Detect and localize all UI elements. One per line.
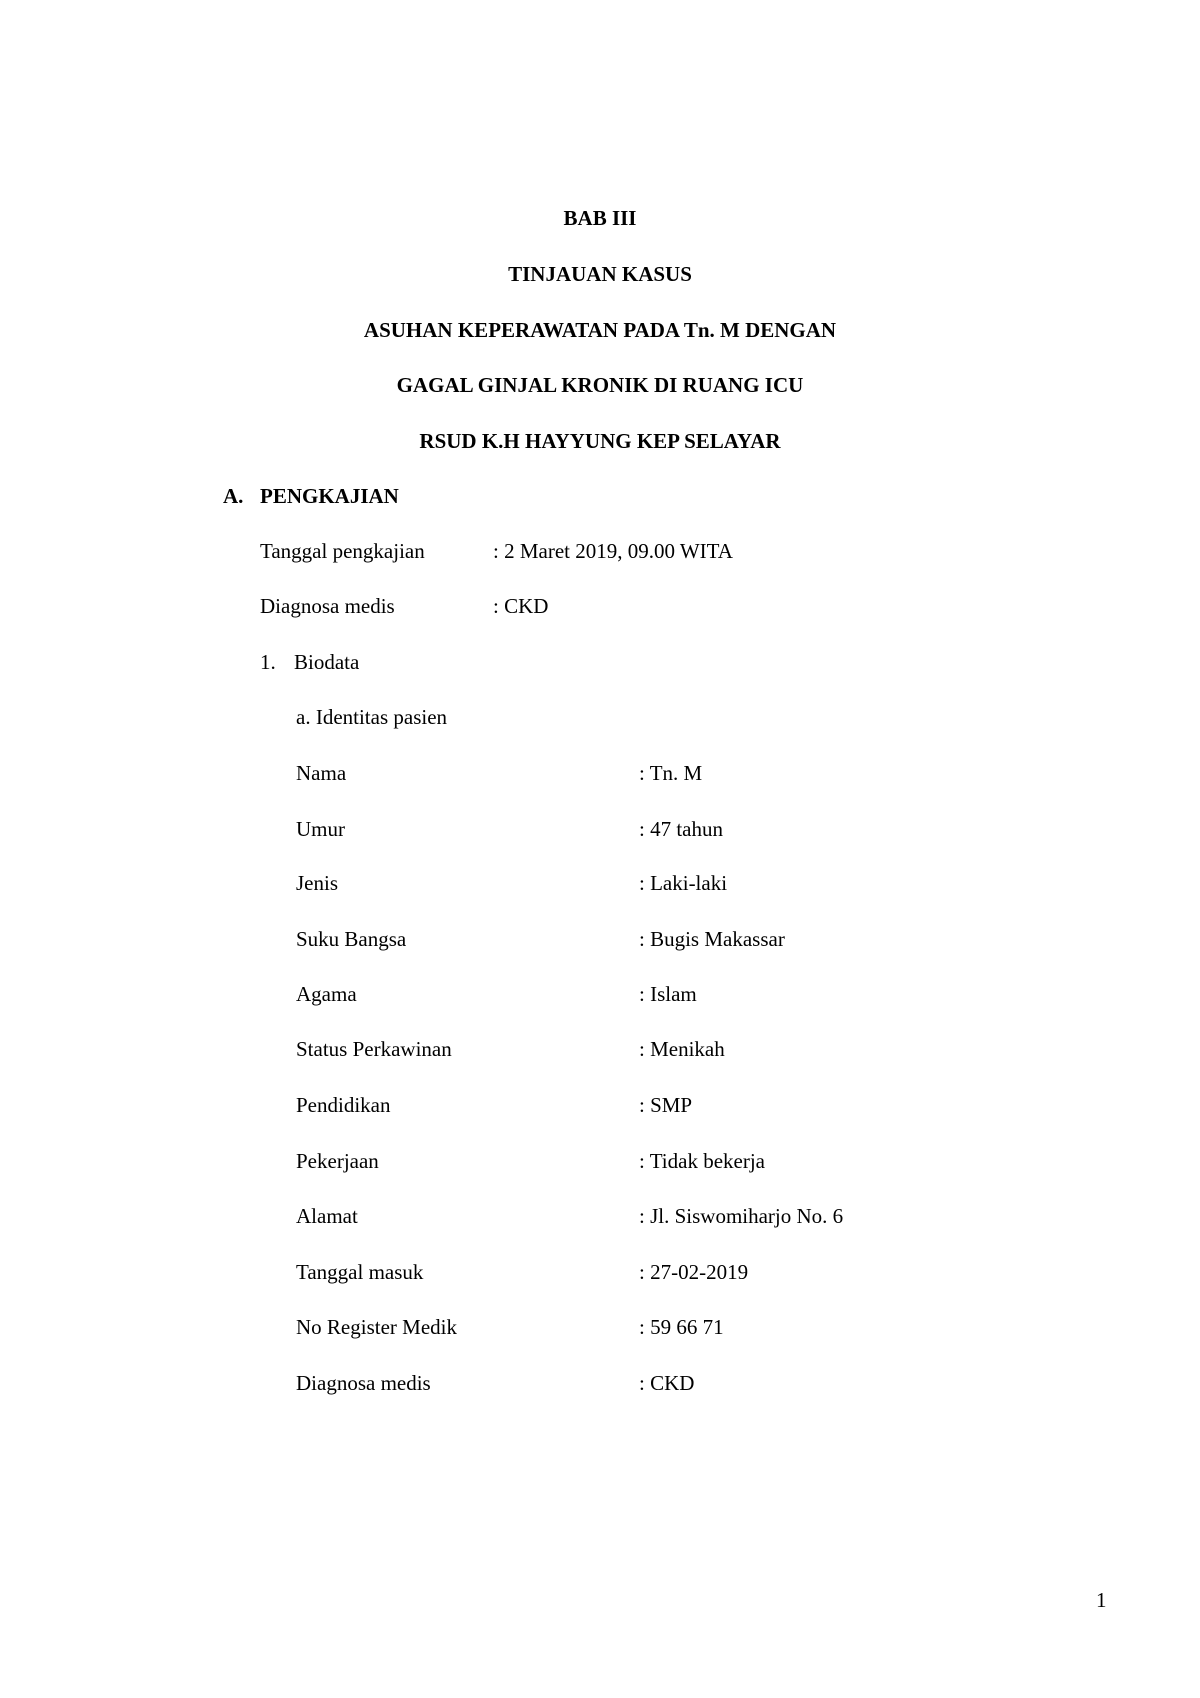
identity-label-education: Pendidikan <box>296 1093 391 1117</box>
identity-label-religion: Agama <box>296 982 357 1006</box>
biodata-number: 1. <box>260 650 276 674</box>
title-line-3: RSUD K.H HAYYUNG KEP SELAYAR <box>419 429 781 453</box>
identity-label-address: Alamat <box>296 1204 358 1228</box>
identity-value-ethnicity: : Bugis Makassar <box>639 927 785 951</box>
identity-value-medical-diagnosis: : CKD <box>639 1371 695 1395</box>
identity-value-occupation: : Tidak bekerja <box>639 1149 765 1173</box>
case-review-heading: TINJAUAN KASUS <box>508 262 692 286</box>
identity-label-sex: Jenis <box>296 871 338 895</box>
assessment-diagnosis-value: : CKD <box>493 594 549 618</box>
identity-label-marital-status: Status Perkawinan <box>296 1037 452 1061</box>
identity-value-education: : SMP <box>639 1093 693 1117</box>
chapter-heading: BAB III <box>563 206 637 230</box>
identity-value-admission-date: : 27-02-2019 <box>639 1260 749 1284</box>
identity-label-admission-date: Tanggal masuk <box>296 1260 424 1284</box>
title-line-1: ASUHAN KEPERAWATAN PADA Tn. M DENGAN <box>363 318 837 342</box>
biodata-title: Biodata <box>294 650 360 674</box>
section-a-title: PENGKAJIAN <box>260 484 399 508</box>
patient-identity-subheading: a. Identitas pasien <box>296 705 448 729</box>
identity-value-age: : 47 tahun <box>639 817 723 841</box>
identity-value-marital-status: : Menikah <box>639 1037 725 1061</box>
assessment-date-label: Tanggal pengkajian <box>260 539 425 563</box>
identity-label-name: Nama <box>296 761 347 785</box>
identity-label-ethnicity: Suku Bangsa <box>296 927 407 951</box>
identity-label-occupation: Pekerjaan <box>296 1149 379 1173</box>
page-number: 1 <box>1096 1588 1107 1612</box>
title-line-2: GAGAL GINJAL KRONIK DI RUANG ICU <box>396 373 804 397</box>
assessment-date-value: : 2 Maret 2019, 09.00 WITA <box>493 539 733 563</box>
assessment-diagnosis-label: Diagnosa medis <box>260 594 395 618</box>
identity-value-address: : Jl. Siswomiharjo No. 6 <box>639 1204 844 1228</box>
identity-label-medical-diagnosis: Diagnosa medis <box>296 1371 431 1395</box>
identity-value-religion: : Islam <box>639 982 697 1006</box>
section-a-marker: A. <box>223 484 244 508</box>
identity-value-sex: : Laki-laki <box>639 871 728 895</box>
identity-value-medical-register: : 59 66 71 <box>639 1315 724 1339</box>
identity-label-age: Umur <box>296 817 345 841</box>
identity-value-name: : Tn. M <box>639 761 703 785</box>
identity-label-medical-register: No Register Medik <box>296 1315 457 1339</box>
